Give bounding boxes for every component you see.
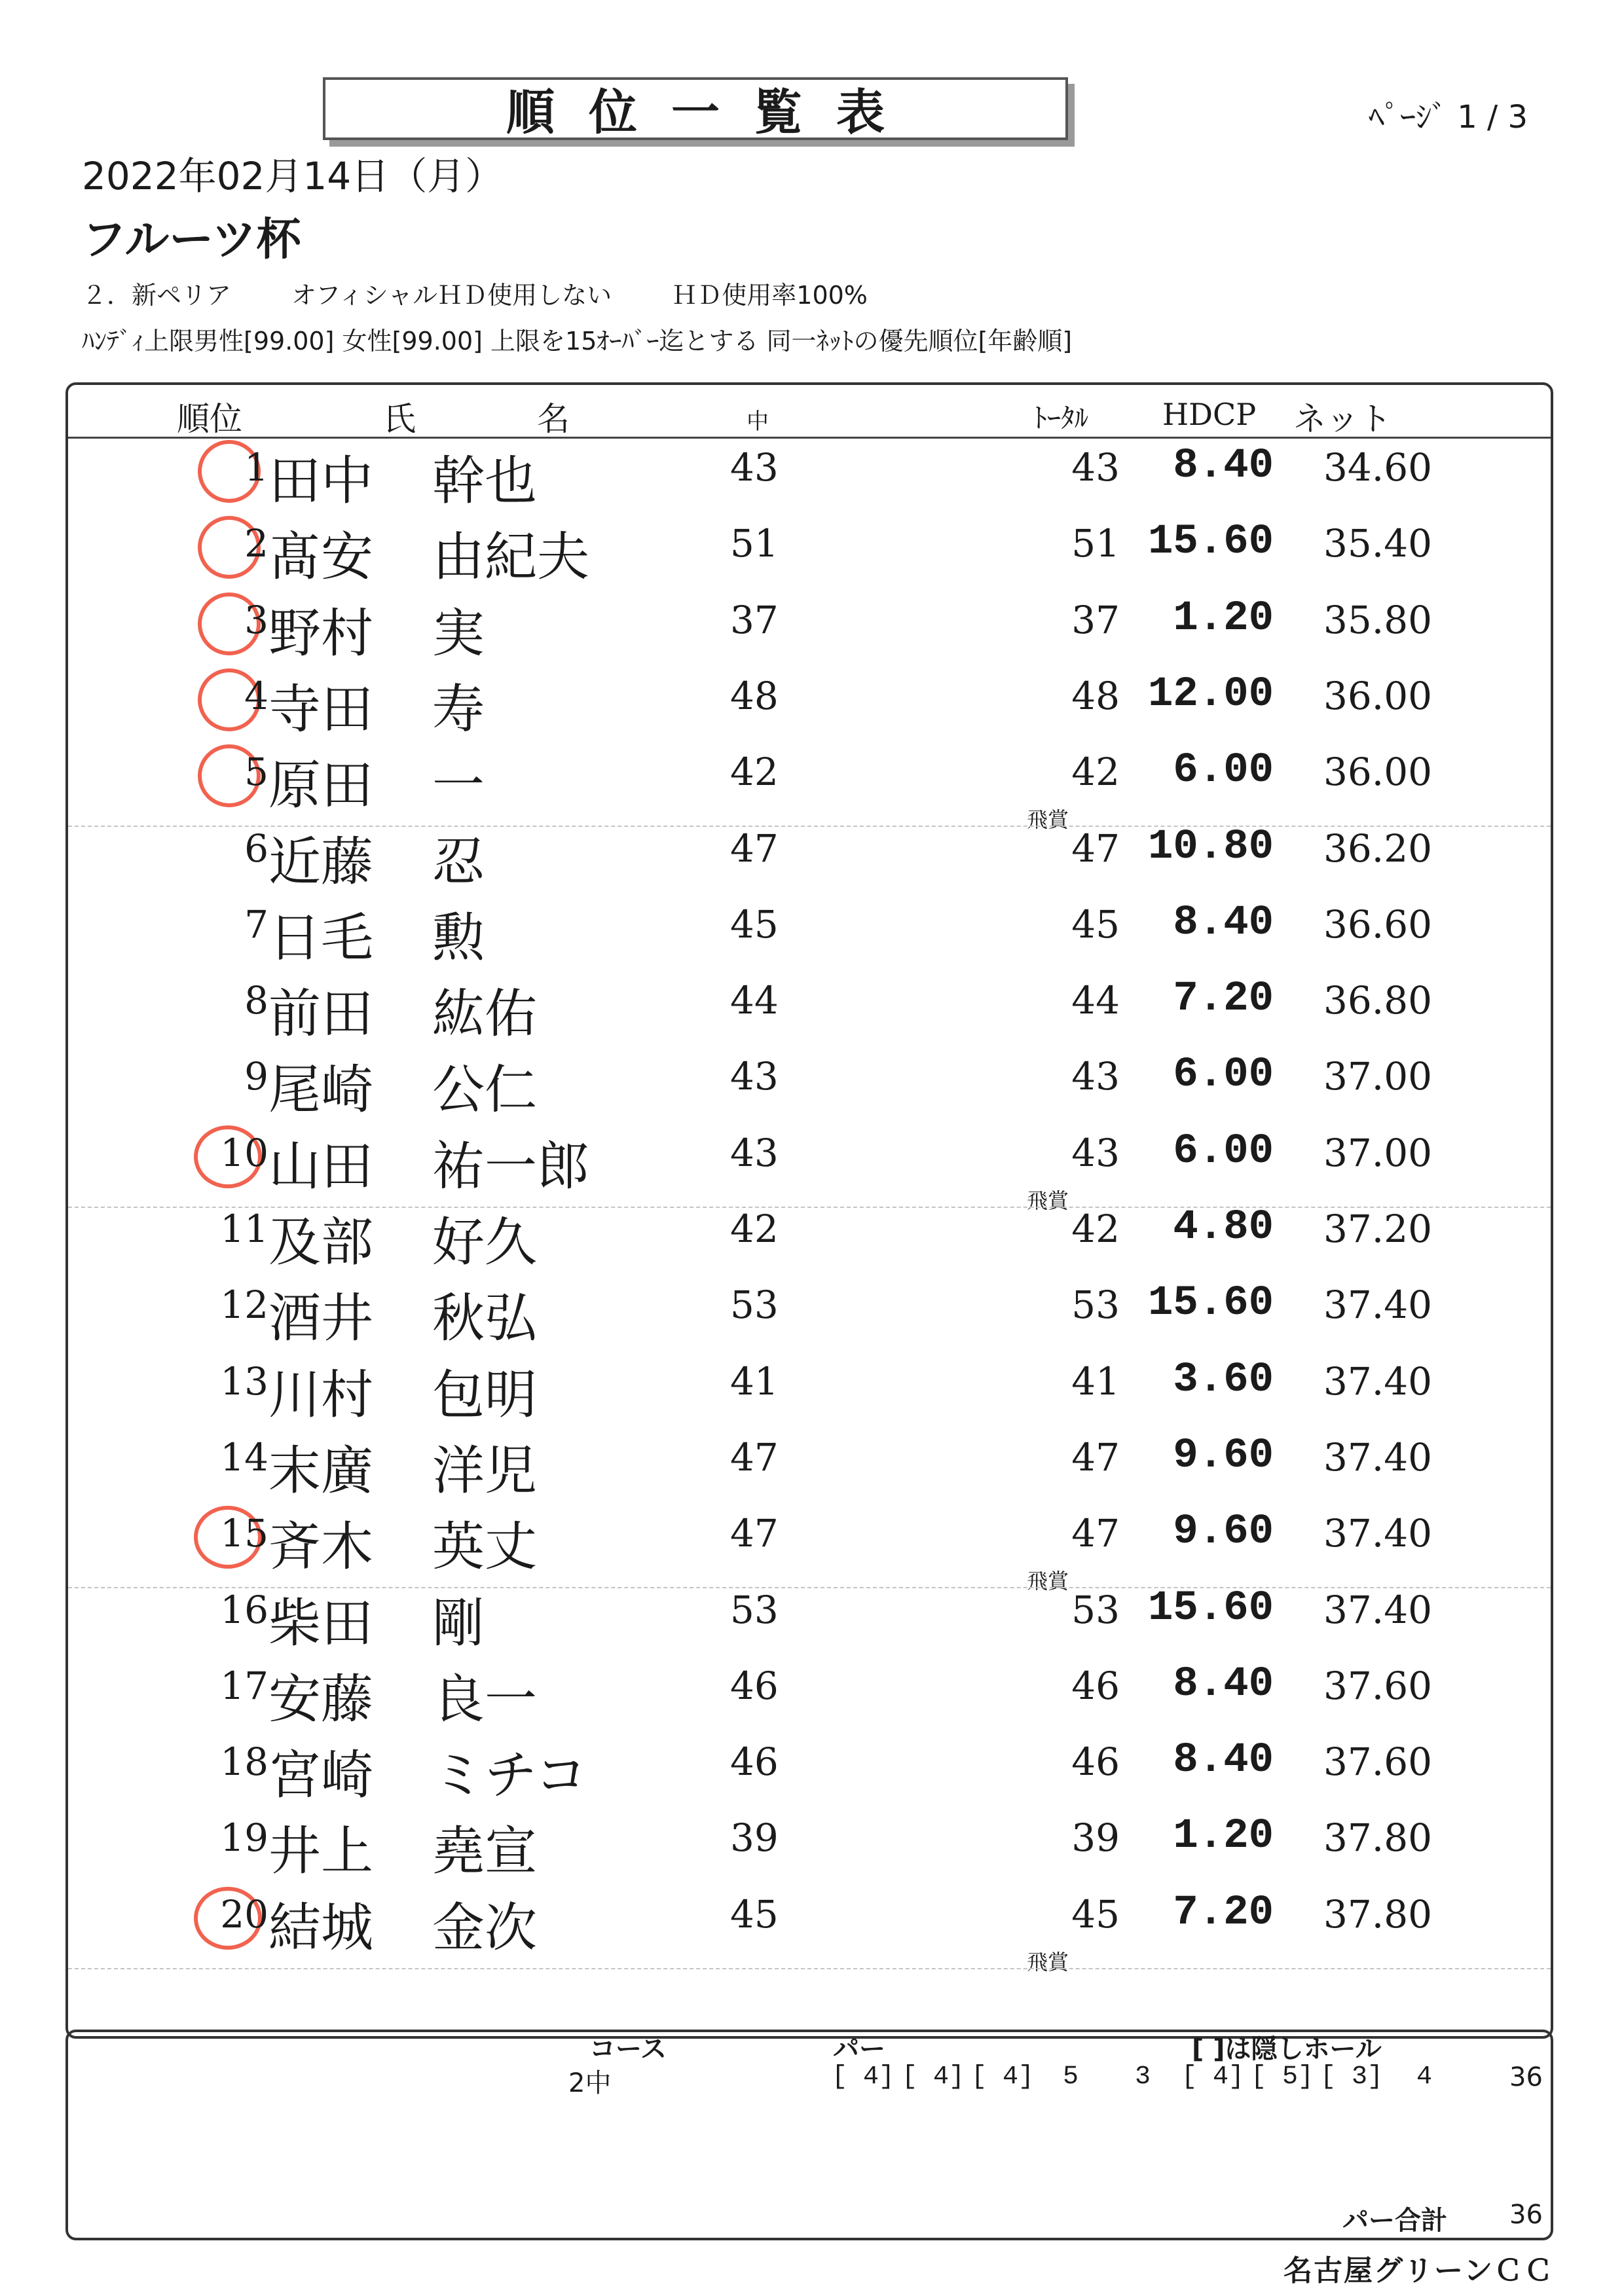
hole-par: [ 4] [831, 2062, 895, 2092]
rank-cell: 10 [220, 1130, 268, 1175]
net-score-cell: 37.40 [1323, 1434, 1432, 1480]
hole-par: [ 4] [1181, 2062, 1245, 2092]
table-row [0, 1805, 1624, 1881]
net-score-cell: 35.40 [1323, 521, 1432, 566]
hdcp-cell: 1.20 [1173, 594, 1274, 642]
rank-cell: 15 [220, 1511, 268, 1556]
given-name-cell: 英丈 [432, 1516, 537, 1578]
header-total: ﾄｰﾀﾙ [1033, 402, 1089, 434]
hdcp-cell: 6.00 [1173, 1127, 1274, 1175]
given-name-cell: 金次 [432, 1897, 537, 1958]
table-row [0, 1501, 1624, 1594]
header-rank: 順位 [177, 400, 242, 438]
net-score-cell: 36.80 [1323, 978, 1432, 1023]
given-name-cell: 包明 [432, 1364, 537, 1425]
page-indicator: ﾍﾟｰｼﾞ 1 / 3 [1369, 99, 1528, 136]
hdcp-cell: 15.60 [1147, 1584, 1274, 1632]
mid-score-cell: 47 [730, 1434, 779, 1480]
given-name-cell: 勲 [432, 907, 485, 968]
family-name-cell: 結城 [268, 1897, 373, 1958]
net-score-cell: 37.60 [1323, 1740, 1432, 1785]
course-value: 2中 [568, 2068, 612, 2098]
rank-cell: 18 [220, 1740, 268, 1785]
family-name-cell: 斉木 [268, 1516, 373, 1578]
rules-line-1 [82, 275, 920, 311]
rules-hd-rate: ＨＤ使用率100% [672, 281, 868, 310]
par-subtotal: 36 [1509, 2062, 1543, 2092]
par-label: パー [833, 2034, 885, 2064]
event-date: 2022年02月14日（月） [82, 154, 504, 198]
net-score-cell: 36.20 [1323, 826, 1432, 871]
par-total-value: 36 [1509, 2200, 1543, 2230]
course-label: コース [589, 2034, 667, 2064]
rank-cell: 5 [244, 750, 268, 795]
hole-par: 5 [1062, 2062, 1079, 2092]
family-name-cell: 宮崎 [268, 1745, 373, 1806]
family-name-cell: 原田 [268, 755, 373, 816]
hdcp-cell: 6.00 [1173, 747, 1274, 795]
total-score-cell: 46 [1071, 1740, 1120, 1785]
header-net: ネット [1293, 400, 1392, 438]
family-name-cell: 寺田 [268, 678, 373, 740]
table-row [0, 1349, 1624, 1425]
given-name-cell: 寿 [432, 678, 485, 740]
total-score-cell: 39 [1071, 1815, 1120, 1861]
total-score-cell: 42 [1071, 750, 1120, 795]
net-score-cell: 37.40 [1323, 1283, 1432, 1328]
net-score-cell: 36.00 [1323, 750, 1432, 795]
table-row [0, 1577, 1624, 1653]
header-mid: 中 [747, 409, 769, 435]
rules-method: ２．新ペリア [82, 281, 232, 310]
rank-cell: 14 [220, 1434, 268, 1480]
table-row [0, 587, 1624, 663]
hole-par: 3 [1134, 2062, 1151, 2092]
table-row [0, 1729, 1624, 1805]
family-name-cell: 井上 [268, 1821, 373, 1882]
total-score-cell: 47 [1071, 1434, 1120, 1480]
table-row [0, 816, 1624, 892]
mid-score-cell: 43 [730, 1054, 779, 1099]
mid-score-cell: 37 [730, 597, 779, 642]
given-name-cell: 由紀夫 [432, 526, 589, 588]
family-name-cell: 安藤 [268, 1668, 373, 1730]
hdcp-cell: 8.40 [1173, 1660, 1274, 1708]
family-name-cell: 田中 [268, 450, 373, 511]
net-score-cell: 37.20 [1323, 1207, 1432, 1251]
award-label: 飛賞 [1027, 1569, 1069, 1594]
rank-cell: 16 [220, 1587, 268, 1632]
given-name-cell: 堯宣 [432, 1821, 537, 1882]
document-title: 順位一覧表 [506, 84, 919, 141]
family-name-cell: 尾崎 [268, 1059, 373, 1121]
hdcp-cell: 9.60 [1173, 1432, 1274, 1480]
total-score-cell: 45 [1071, 902, 1120, 947]
mid-score-cell: 51 [730, 521, 779, 566]
hole-par: [ 4] [901, 2062, 965, 2092]
rank-cell: 2 [244, 521, 268, 566]
mid-score-cell: 53 [730, 1283, 779, 1328]
header-hdcp: HDCP [1162, 397, 1257, 432]
total-score-cell: 44 [1071, 978, 1120, 1023]
net-score-cell: 36.00 [1323, 673, 1432, 718]
total-score-cell: 53 [1071, 1587, 1120, 1632]
hdcp-cell: 8.40 [1173, 899, 1274, 947]
family-name-cell: 柴田 [268, 1592, 373, 1654]
net-score-cell: 37.80 [1323, 1891, 1432, 1937]
family-name-cell: 及部 [268, 1212, 373, 1273]
net-score-cell: 37.60 [1323, 1663, 1432, 1708]
total-score-cell: 47 [1071, 826, 1120, 871]
table-row [0, 892, 1624, 968]
award-label: 飛賞 [1027, 1188, 1069, 1213]
given-name-cell: 秋弘 [432, 1288, 537, 1349]
rank-cell: 7 [244, 902, 268, 947]
given-name-cell: 忍 [432, 831, 485, 892]
hdcp-cell: 8.40 [1173, 443, 1274, 490]
mid-score-cell: 44 [730, 978, 779, 1023]
header-name-2: 名 [537, 400, 570, 438]
mid-score-cell: 42 [730, 750, 779, 795]
rank-cell: 13 [220, 1358, 268, 1404]
rank-cell: 3 [244, 597, 268, 642]
net-score-cell: 37.40 [1323, 1511, 1432, 1556]
mid-score-cell: 43 [730, 445, 779, 490]
mid-score-cell: 41 [730, 1358, 779, 1404]
net-score-cell: 37.40 [1323, 1587, 1432, 1632]
group-divider [68, 1968, 1551, 1969]
given-name-cell: 好久 [432, 1212, 537, 1273]
rank-cell: 20 [220, 1891, 268, 1937]
hdcp-cell: 6.00 [1173, 1051, 1274, 1099]
net-score-cell: 34.60 [1323, 445, 1432, 490]
total-score-cell: 43 [1071, 1130, 1120, 1175]
mid-score-cell: 47 [730, 1511, 779, 1556]
total-score-cell: 37 [1071, 597, 1120, 642]
given-name-cell: 紘佑 [432, 983, 537, 1045]
family-name-cell: 末廣 [268, 1440, 373, 1501]
mid-score-cell: 48 [730, 673, 779, 718]
total-score-cell: 43 [1071, 1054, 1120, 1099]
family-name-cell: 山田 [268, 1135, 373, 1197]
table-row [0, 511, 1624, 587]
hdcp-cell: 4.80 [1173, 1204, 1274, 1251]
family-name-cell: 野村 [268, 602, 373, 664]
table-row [0, 1120, 1624, 1213]
hdcp-cell: 7.20 [1173, 975, 1274, 1023]
given-name-cell: 一 [432, 755, 485, 816]
given-name-cell: 実 [432, 602, 485, 664]
family-name-cell: 髙安 [268, 526, 373, 588]
rank-cell: 4 [244, 673, 268, 718]
rank-cell: 12 [220, 1283, 268, 1328]
hdcp-cell: 8.40 [1173, 1737, 1274, 1785]
given-name-cell: 良一 [432, 1668, 537, 1730]
family-name-cell: 酒井 [268, 1288, 373, 1349]
given-name-cell: 祐一郎 [432, 1135, 589, 1197]
hdcp-cell: 1.20 [1173, 1813, 1274, 1861]
table-row [0, 1653, 1624, 1729]
net-score-cell: 36.60 [1323, 902, 1432, 947]
hdcp-cell: 10.80 [1147, 823, 1274, 871]
given-name-cell: 洋児 [432, 1440, 537, 1501]
table-row [0, 1044, 1624, 1120]
mid-score-cell: 45 [730, 902, 779, 947]
total-score-cell: 43 [1071, 445, 1120, 490]
given-name-cell: 幹也 [432, 450, 537, 511]
total-score-cell: 46 [1071, 1663, 1120, 1708]
hdcp-cell: 12.00 [1147, 670, 1274, 718]
rank-cell: 9 [244, 1054, 268, 1099]
net-score-cell: 37.00 [1323, 1054, 1432, 1099]
total-score-cell: 45 [1071, 1891, 1120, 1937]
total-score-cell: 47 [1071, 1511, 1120, 1556]
title-box [323, 77, 1068, 140]
hole-par: [ 5] [1250, 2062, 1314, 2092]
hidden-hole-note: [ ]は隠しホール [1192, 2034, 1382, 2064]
total-score-cell: 41 [1071, 1358, 1120, 1404]
mid-score-cell: 46 [730, 1740, 779, 1785]
rank-cell: 19 [220, 1815, 268, 1861]
table-row [0, 663, 1624, 739]
mid-score-cell: 45 [730, 1891, 779, 1937]
table-row [0, 1882, 1624, 1975]
given-name-cell: 剛 [432, 1592, 485, 1654]
mid-score-cell: 42 [730, 1207, 779, 1251]
hdcp-cell: 15.60 [1147, 519, 1274, 566]
table-row [0, 1425, 1624, 1501]
total-score-cell: 53 [1071, 1283, 1120, 1328]
hdcp-cell: 9.60 [1173, 1508, 1274, 1556]
family-name-cell: 前田 [268, 983, 373, 1045]
net-score-cell: 37.80 [1323, 1815, 1432, 1861]
award-label: 飛賞 [1027, 1949, 1069, 1975]
mid-score-cell: 53 [730, 1587, 779, 1632]
hdcp-cell: 15.60 [1147, 1280, 1274, 1328]
mid-score-cell: 39 [730, 1815, 779, 1861]
total-score-cell: 48 [1071, 673, 1120, 718]
mid-score-cell: 43 [730, 1130, 779, 1175]
rank-cell: 8 [244, 978, 268, 1023]
header-name-1: 氏 [383, 400, 416, 438]
table-row [0, 1196, 1624, 1272]
competition-name: フルーツ杯 [82, 214, 301, 266]
rank-cell: 17 [220, 1663, 268, 1708]
rules-official-hd: オフィシャルＨＤ使用しない [291, 281, 612, 310]
net-score-cell: 37.40 [1323, 1358, 1432, 1404]
hdcp-cell: 3.60 [1173, 1356, 1274, 1404]
rank-cell: 1 [244, 445, 268, 490]
rank-cell: 6 [244, 826, 268, 871]
hole-par: [ 4] [970, 2062, 1035, 2092]
given-name-cell: ミチコ [432, 1745, 587, 1806]
table-row [0, 739, 1624, 833]
club-name: 名古屋グリーンＣＣ [1283, 2254, 1555, 2287]
hole-par: 4 [1416, 2062, 1433, 2092]
given-name-cell: 公仁 [432, 1059, 537, 1121]
hdcp-cell: 7.20 [1173, 1889, 1274, 1937]
mid-score-cell: 46 [730, 1663, 779, 1708]
mid-score-cell: 47 [730, 826, 779, 871]
table-row [0, 1272, 1624, 1348]
net-score-cell: 35.80 [1323, 597, 1432, 642]
rules-line-2: ﾊﾝﾃﾞｨ上限男性[99.00] 女性[99.00] 上限を15ｵｰﾊﾞｰ迄とする 同一ﾈｯﾄの優先順位[年齢順] [82, 327, 1073, 355]
total-score-cell: 51 [1071, 521, 1120, 566]
rank-cell: 11 [220, 1207, 268, 1251]
par-total-label: パー合計 [1342, 2206, 1447, 2236]
family-name-cell: 川村 [268, 1364, 373, 1425]
table-row [0, 435, 1624, 511]
net-score-cell: 37.00 [1323, 1130, 1432, 1175]
award-label: 飛賞 [1027, 807, 1069, 833]
hole-par: [ 3] [1320, 2062, 1384, 2092]
family-name-cell: 日毛 [268, 907, 373, 968]
family-name-cell: 近藤 [268, 831, 373, 892]
total-score-cell: 42 [1071, 1207, 1120, 1251]
table-row [0, 968, 1624, 1044]
